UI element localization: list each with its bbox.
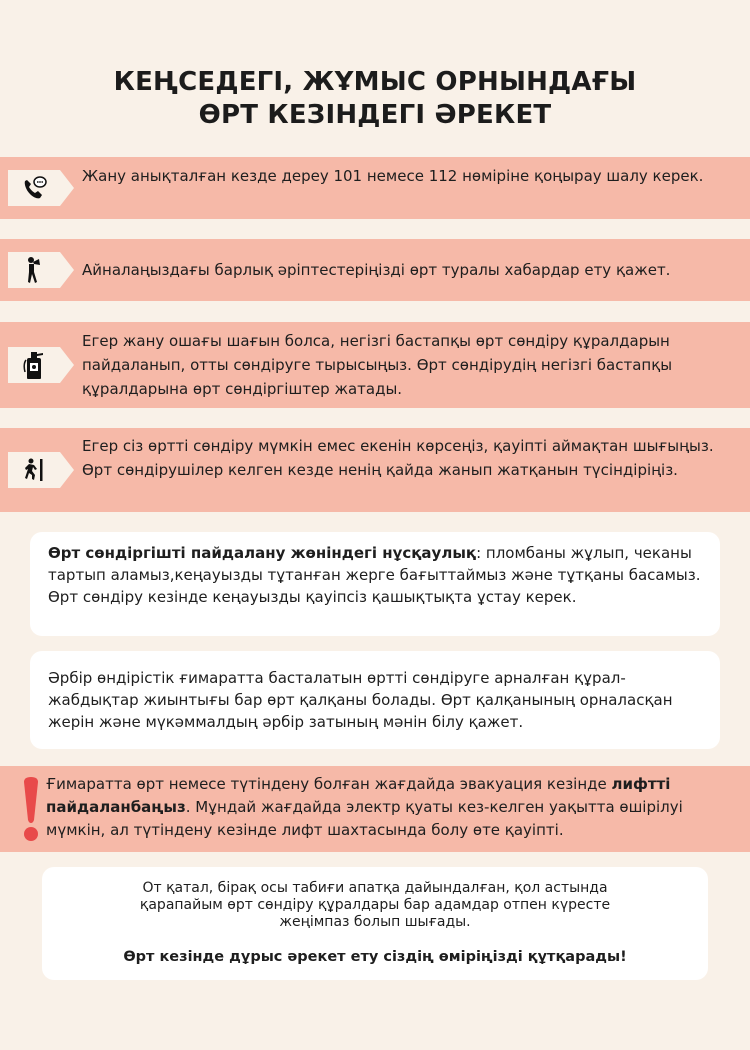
page-title [0, 66, 750, 132]
fire-shield-card [30, 651, 720, 749]
warning-text-start: Ғимаратта өрт немесе түтіндену болған жағдайда эвакуация кезінде [46, 775, 612, 793]
step-evacuate [0, 428, 750, 512]
warning-text [46, 773, 728, 842]
icon-tag [8, 347, 60, 383]
card-text [48, 542, 706, 608]
fire-extinguisher-icon [23, 350, 45, 380]
conclusion-slogan: Өрт кезінде дұрыс әрекет ету сіздің өміріңізді құтқарады! [123, 949, 627, 965]
conclusion-line-1: От қатал, бірақ осы табиғи апатқа дайындалған, қол астында [142, 880, 608, 896]
instructions-heading: Өрт сөндіргішті пайдалану жөніндегі нұсқаулық [48, 544, 477, 562]
step-extinguish [0, 322, 750, 408]
warning-bold: лифтті пайдаланбаңыз [46, 775, 671, 816]
instructions-body: : пломбаны жұлып, чеканы тартып аламыз,кеңауызды тұтанған жерге бағыттаймыз және тұтқаны басамыз. Өрт сөндіру кезінде кеңауызды қауіпсіз қашықтықта ұстау керек. [48, 544, 701, 606]
exclamation-icon [20, 776, 42, 842]
emergency-exit-icon [21, 457, 47, 483]
phone-call-icon [21, 175, 47, 201]
title-line-1: КЕҢСЕДЕГІ, ЖҰМЫС ОРНЫНДАҒЫ [113, 67, 637, 97]
step-text: Жану анықталған кезде дереу 101 немесе 112 нөміріне қоңырау шалу керек. [82, 167, 704, 185]
conclusion-card [42, 867, 708, 980]
step-text: Егер сіз өртті сөндіру мүмкін емес екенін көрсеңіз, қауіпті аймақтан шығыңыз. Өрт сөндірушілер келген кезде ненің қайда жанып жатқанын түсіндіріңіз. [82, 437, 714, 479]
megaphone-person-icon [24, 256, 44, 284]
icon-tag [8, 452, 60, 488]
extinguisher-instructions-card [30, 532, 720, 636]
icon-tag [8, 170, 60, 206]
conclusion-line-2: қарапайым өрт сөндіру құралдары бар адамдар отпен күресте [139, 897, 611, 913]
elevator-warning [0, 766, 750, 852]
icon-tag [8, 252, 60, 288]
conclusion-line-3: жеңімпаз болып шығады. [279, 914, 471, 930]
title-line-2: ӨРТ КЕЗІНДЕГІ ӘРЕКЕТ [198, 100, 552, 130]
card-text: Әрбір өндірістік ғимаратта басталатын өртті сөндіруге арналған құрал-жабдықтар жиынтығы бар өрт қалқаны болады. Өрт қалқанының орналасқан жерін және мүкәммалдың әрбір затының мәнін білу қажет. [48, 669, 673, 731]
step-notify-colleagues [0, 239, 750, 301]
step-text: Егер жану ошағы шағын болса, негізгі бастапқы өрт сөндіру құралдарын пайдаланып, отты сөндіруге тырысыңыз. Өрт сөндірудің негізгі бастапқы құралдарына өрт сөндіргіштер жатады. [82, 332, 673, 398]
warning-text-end: . Мұндай жағдайда электр қуаты кез-келген уақытта өшірілуі мүмкін, ал түтіндену кезінде лифт шахтасында болу өте қауіпті. [46, 798, 683, 839]
step-text: Айналаңыздағы барлық әріптестеріңізді өрт туралы хабардар ету қажет. [82, 261, 671, 279]
step-call-emergency [0, 157, 750, 219]
conclusion-body [42, 880, 708, 931]
